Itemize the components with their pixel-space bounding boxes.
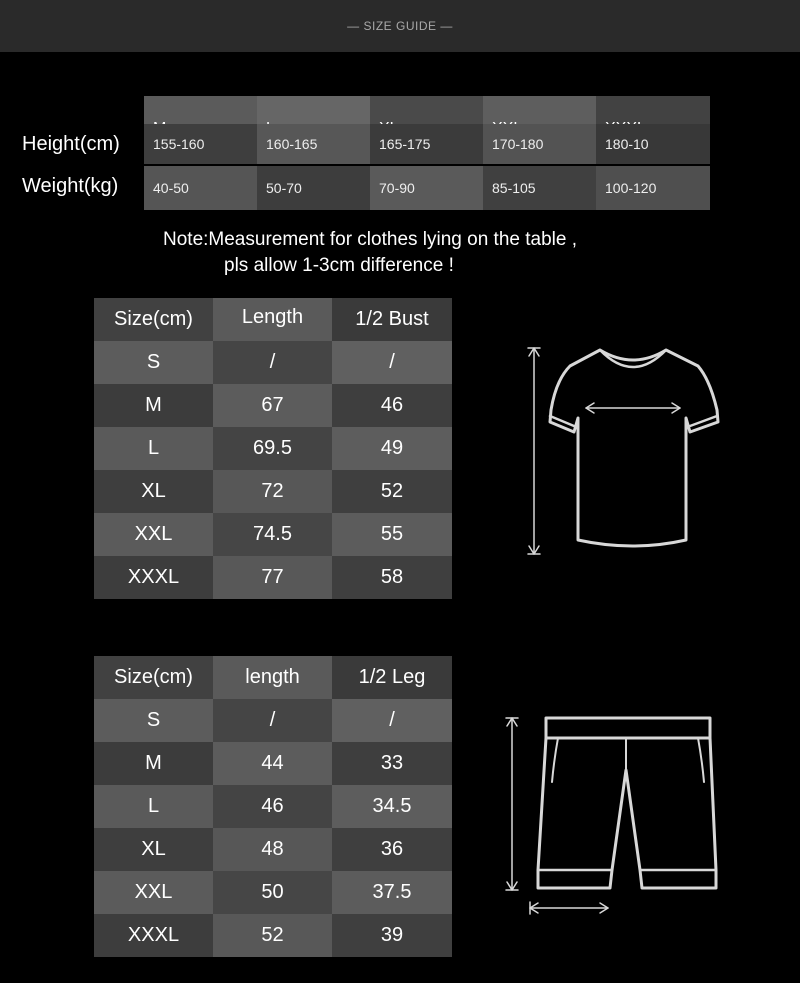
weight-cell: 50-70 (257, 166, 370, 210)
table-cell: / (213, 699, 332, 742)
table-cell: XL (94, 828, 213, 871)
table-cell: 44 (213, 742, 332, 785)
weight-cell: 85-105 (483, 166, 596, 210)
weight-cell: 70-90 (370, 166, 483, 210)
table-cell: M (94, 384, 213, 427)
table-cell: 67 (213, 384, 332, 427)
table-header-cell: Length (213, 298, 332, 341)
table-row (94, 384, 452, 427)
table-cell: 48 (213, 828, 332, 871)
table-cell: XXXL (94, 914, 213, 957)
height-label: Height(cm) (22, 133, 120, 155)
table-cell: 34.5 (332, 785, 452, 828)
table-cell: 55 (332, 513, 452, 556)
table-cell: 39 (332, 914, 452, 957)
size-guide-title: — SIZE GUIDE — (347, 19, 453, 33)
shorts-table-header-row (94, 656, 452, 699)
table-cell: 49 (332, 427, 452, 470)
table-row (94, 871, 452, 914)
table-cell: XXL (94, 513, 213, 556)
table-cell: / (332, 341, 452, 384)
table-cell: 52 (332, 470, 452, 513)
table-cell: 46 (213, 785, 332, 828)
table-cell: L (94, 785, 213, 828)
height-row (0, 124, 710, 164)
height-cell: 160-165 (257, 124, 370, 164)
table-row (94, 427, 452, 470)
table-cell: M (94, 742, 213, 785)
table-header-cell: Size(cm) (94, 298, 213, 341)
weight-cell: 100-120 (596, 166, 710, 210)
shirt-measure-table (94, 298, 452, 599)
table-row (94, 914, 452, 957)
table-cell: XXXL (94, 556, 213, 599)
table-cell: XXL (94, 871, 213, 914)
table-cell: 36 (332, 828, 452, 871)
table-header-cell: 1/2 Leg (332, 656, 452, 699)
weight-label: Weight(kg) (22, 175, 119, 197)
table-row (94, 742, 452, 785)
note-line-1: Note:Measurement for clothes lying on the table , (163, 229, 578, 250)
table-row (94, 828, 452, 871)
table-header-cell: length (213, 656, 332, 699)
table-cell: S (94, 699, 213, 742)
table-row (94, 785, 452, 828)
table-cell: 33 (332, 742, 452, 785)
table-header-cell: 1/2 Bust (332, 298, 452, 341)
table-cell: XL (94, 470, 213, 513)
shorts-diagram-icon (500, 710, 730, 929)
table-cell: 74.5 (213, 513, 332, 556)
table-cell: 52 (213, 914, 332, 957)
table-row (94, 470, 452, 513)
table-cell: 77 (213, 556, 332, 599)
table-header-cell: Size(cm) (94, 656, 213, 699)
page-header (0, 0, 800, 52)
height-cell: 180-10 (596, 124, 710, 164)
table-cell: S (94, 341, 213, 384)
shorts-measure-table (94, 656, 452, 957)
table-cell: 37.5 (332, 871, 452, 914)
table-cell: 46 (332, 384, 452, 427)
height-cell: 170-180 (483, 124, 596, 164)
table-cell: 72 (213, 470, 332, 513)
shirt-table-header-row (94, 298, 452, 341)
table-row (94, 513, 452, 556)
note-line-2: pls allow 1-3cm difference ! (224, 255, 454, 276)
table-row (94, 556, 452, 599)
tshirt-diagram-icon (520, 340, 730, 564)
table-cell: 69.5 (213, 427, 332, 470)
table-cell: 58 (332, 556, 452, 599)
table-cell: / (213, 341, 332, 384)
table-cell: 50 (213, 871, 332, 914)
weight-row (0, 166, 710, 210)
table-row (94, 341, 452, 384)
table-cell: L (94, 427, 213, 470)
height-cell: 165-175 (370, 124, 483, 164)
height-cell: 155-160 (144, 124, 257, 164)
table-cell: / (332, 699, 452, 742)
table-row (94, 699, 452, 742)
weight-cell: 40-50 (144, 166, 257, 210)
